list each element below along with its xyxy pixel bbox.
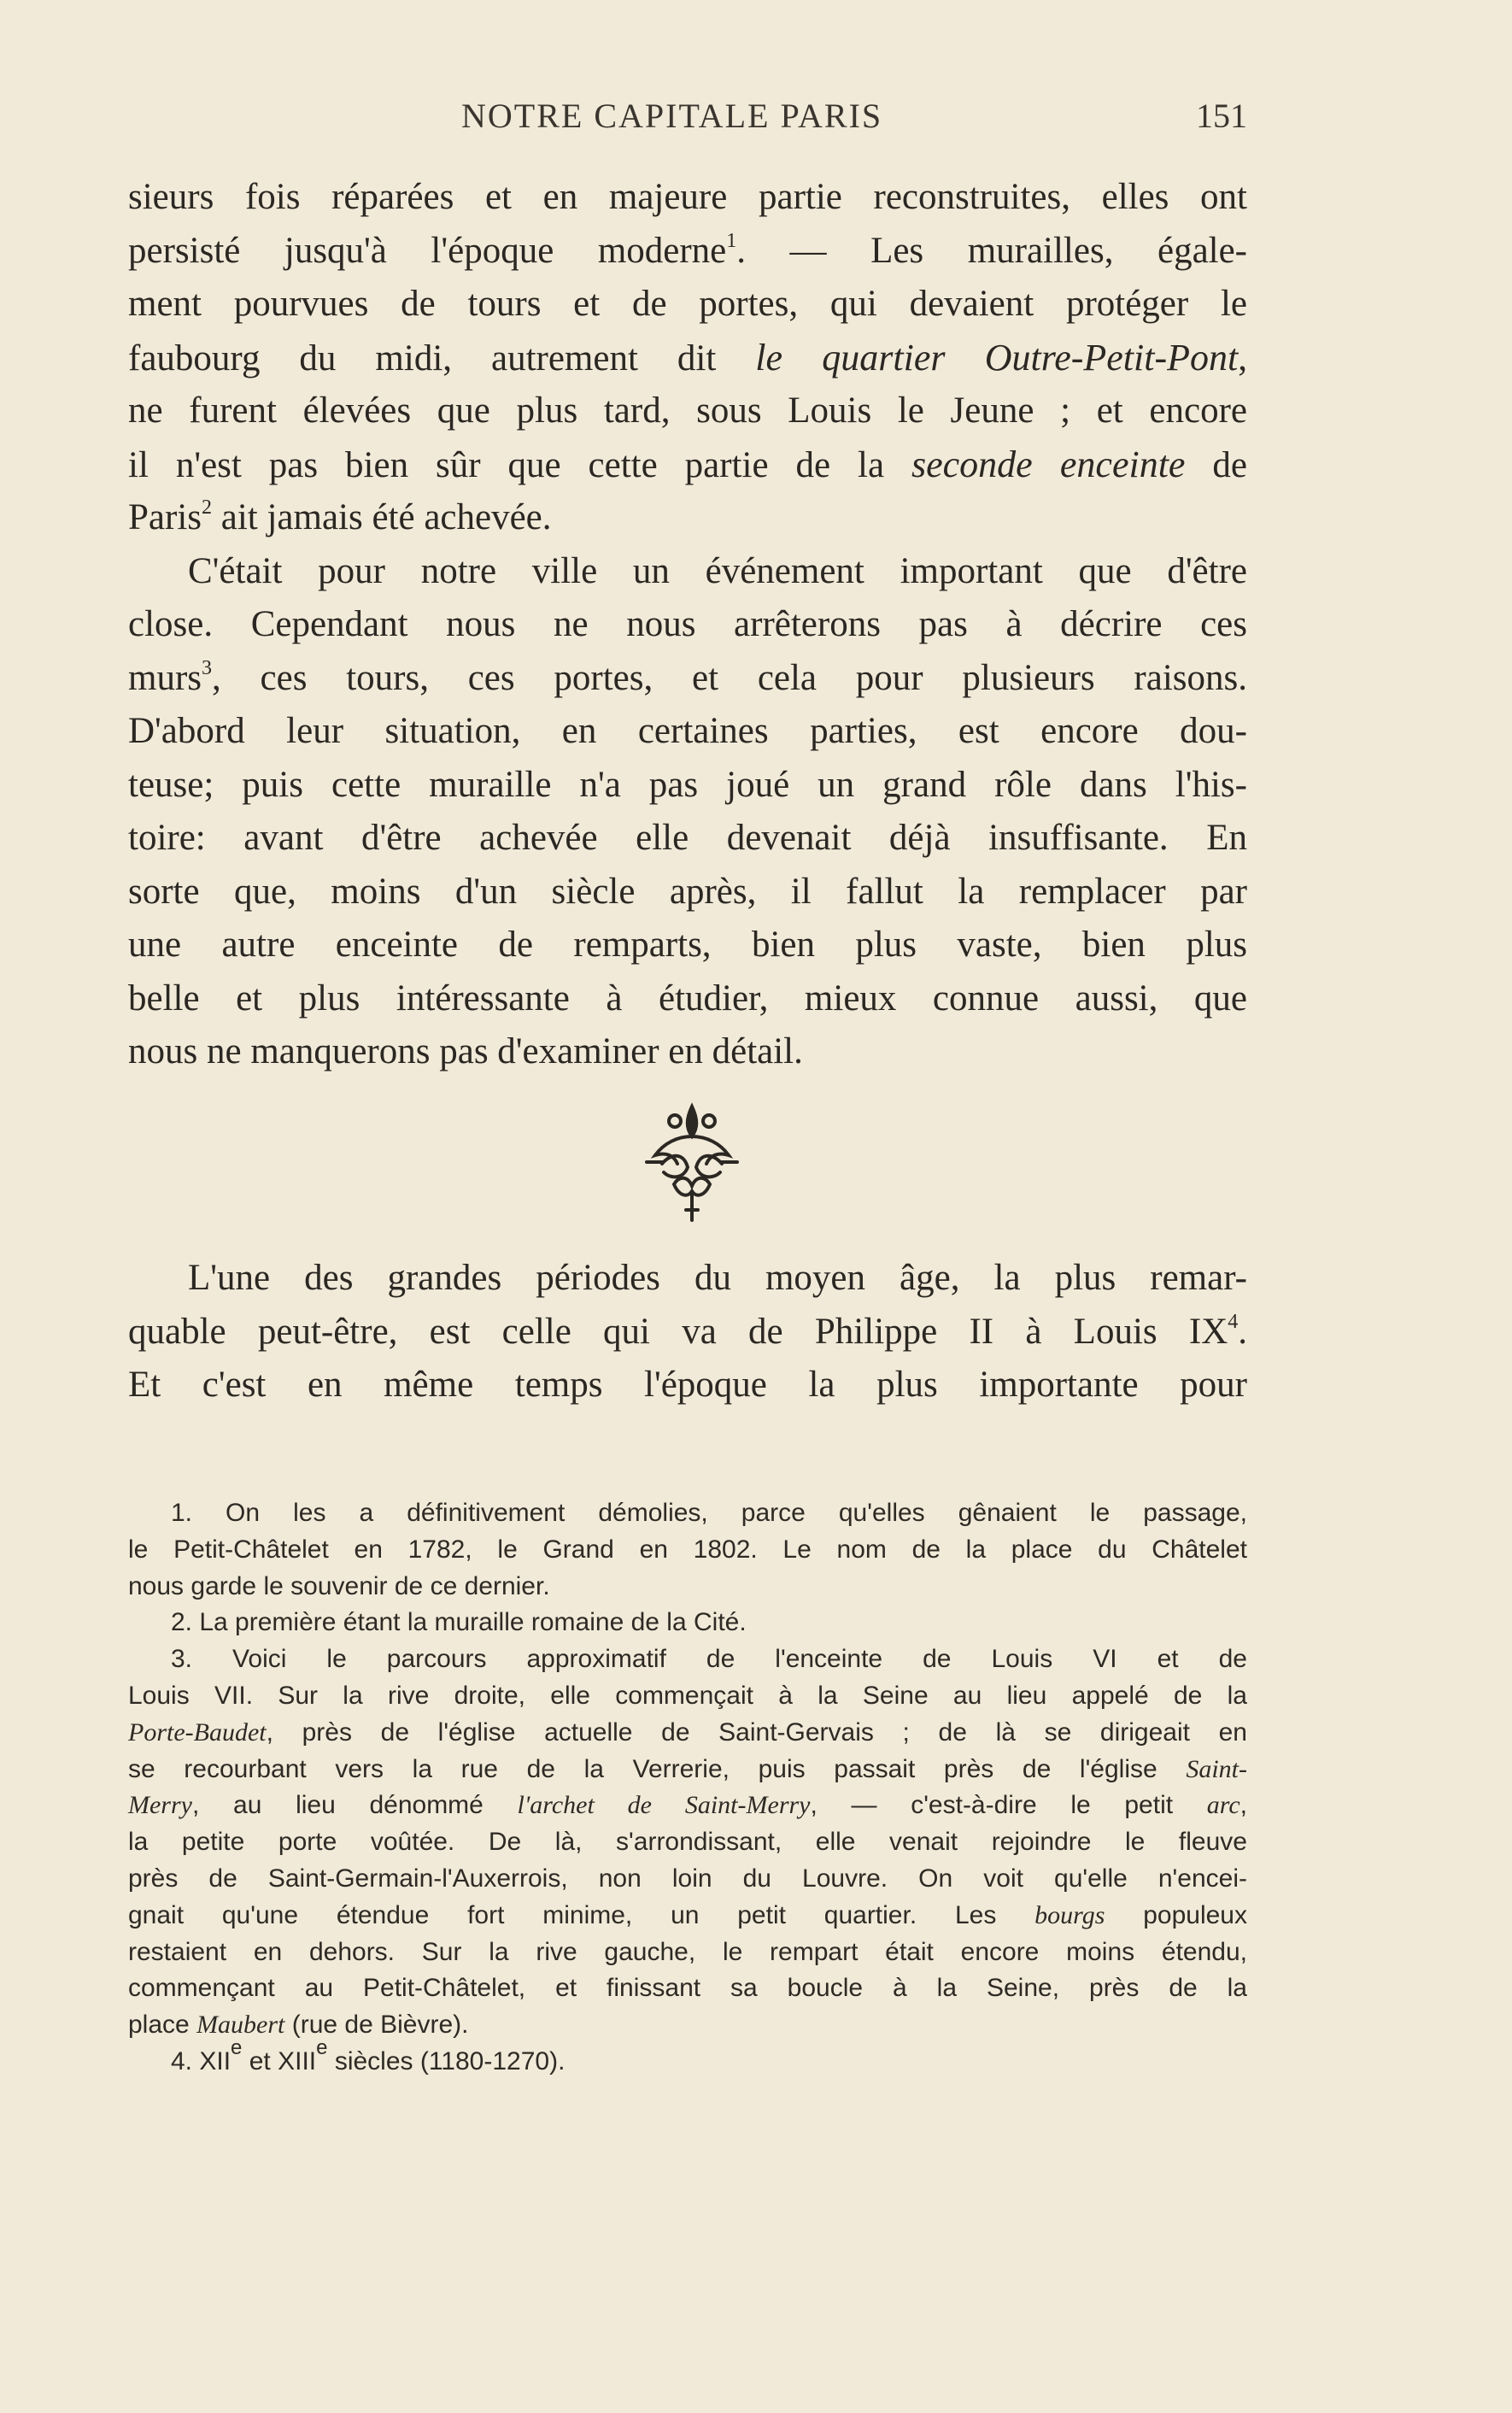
text-line: sieurs fois réparées et en majeure partie reconstruites, elles ont xyxy=(128,177,1247,217)
footnote-line: la petite porte voûtée. De là, s'arrondissant, elle venait rejoindre le fleuve xyxy=(128,1828,1247,1857)
text-line: close. Cependant nous ne nous arrêterons pas à décrire ces xyxy=(128,604,1247,644)
footnote-line: restaient en dehors. Sur la rive gauche, le rempart était encore moins étendu, xyxy=(128,1937,1247,1966)
footnote-line: Louis VII. Sur la rive droite, elle commençait à la Seine au lieu appelé de la xyxy=(128,1681,1247,1710)
text-line: murs$^3$, ces tours, ces portes, et cela pour plusieurs raisons. xyxy=(128,656,1247,698)
running-title: NOTRE CAPITALE PARIS xyxy=(461,97,883,135)
text-line: ne furent élevées que plus tard, sous Louis le Jeune ; et encore xyxy=(128,390,1247,431)
footnote-ref: 1 xyxy=(726,229,737,252)
footnote-ref: 3 xyxy=(202,656,212,679)
text-line: sorte que, moins d'un siècle après, il fallut la remplacer par xyxy=(128,871,1247,912)
footnote-line: 2. La première étant la muraille romaine de la Cité. xyxy=(171,1608,747,1637)
text-line: toire: avant d'être achevée elle devenait déjà insuffisante. En xyxy=(128,818,1247,858)
footnote-line: commençant au Petit-Châtelet, et finissant sa boucle à la Seine, près de la xyxy=(128,1974,1247,2003)
footnote-line: se recourbant vers la rue de la Verrerie, puis passait près de l'église Saint- xyxy=(128,1754,1247,1783)
footnote-line: gnait qu'une étendue fort minime, un petit quartier. Les bourgs populeux xyxy=(128,1900,1247,1929)
text-line: Paris$^2$ ait jamais été achevée. xyxy=(128,496,552,537)
text-line: une autre enceinte de remparts, bien plus vaste, bien plus xyxy=(128,925,1247,965)
text-line: nous ne manquerons pas d'examiner en détail. xyxy=(128,1031,803,1071)
text-line: L'une des grandes périodes du moyen âge, la plus remar- xyxy=(188,1258,1247,1298)
footnote-ref: 2 xyxy=(202,496,212,519)
footnote-ref: 4 xyxy=(1228,1310,1239,1333)
footnote-line: nous garde le souvenir de ce dernier. xyxy=(128,1571,550,1600)
text-line: C'était pour notre ville un événement important que d'être xyxy=(188,550,1247,591)
text-line: faubourg du midi, autrement dit le quartier Outre-Petit-Pont, xyxy=(128,336,1247,379)
running-head xyxy=(128,96,1247,144)
main-text-continued xyxy=(128,1252,1247,1412)
page-number: 151 xyxy=(1196,97,1247,135)
footnote-line: près de Saint-Germain-l'Auxerrois, non loin du Louvre. On voit qu'elle n'encei- xyxy=(128,1864,1247,1893)
footnote-line: 1. On les a définitivement démolies, parce qu'elles gênaient le passage, xyxy=(171,1499,1247,1527)
footnote-line: le Petit-Châtelet en 1782, le Grand en 1802. Le nom de la place du Châtelet xyxy=(128,1535,1247,1564)
text-line: belle et plus intéressante à étudier, mieux connue aussi, que xyxy=(128,978,1247,1019)
footnotes xyxy=(128,1495,1247,2081)
footnote-line: Porte-Baudet, près de l'église actuelle de Saint-Gervais ; de là se dirigeait en xyxy=(128,1717,1247,1747)
text-line: il n'est pas bien sûr que cette partie de la seconde enceinte de xyxy=(128,443,1247,485)
text-line: persisté jusqu'à l'époque moderne$^1$. — Les murailles, égale- xyxy=(128,229,1248,271)
main-text xyxy=(128,171,1247,1079)
text-line: teuse; puis cette muraille n'a pas joué un grand rôle dans l'his- xyxy=(128,764,1247,805)
footnote-line: place Maubert (rue de Bièvre). xyxy=(128,2011,469,2040)
footnote-line: Merry, au lieu dénommé l'archet de Saint-Merry, — c'est-à-dire le petit arc, xyxy=(128,1791,1247,1820)
text-line: Et c'est en même temps l'époque la plus importante pour xyxy=(128,1365,1247,1405)
text-line: ment pourvues de tours et de portes, qui devaient protéger le xyxy=(128,284,1247,324)
text-line: D'abord leur situation, en certaines parties, est encore dou- xyxy=(128,711,1247,751)
text-line: quable peut-être, est celle qui va de Philippe II à Louis $IX^4$. xyxy=(128,1310,1247,1352)
footnote-line: 4. XIIe et XIIIe siècles (1180-1270). xyxy=(171,2035,566,2075)
fleur-de-lis-ornament-icon xyxy=(636,1102,747,1226)
footnote-line: 3. Voici le parcours approximatif de l'enceinte de Louis VI et de xyxy=(171,1645,1247,1674)
